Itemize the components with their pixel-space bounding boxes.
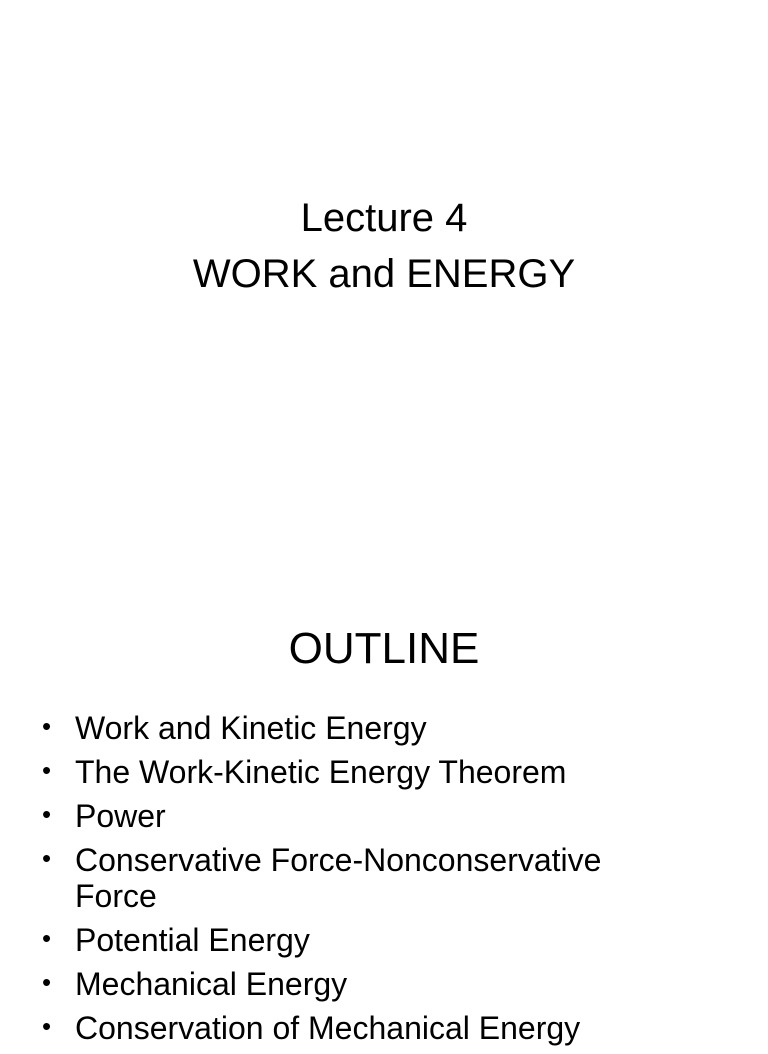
outline-item <box>0 922 768 958</box>
outline-item-text: Conservation of Mechanical Energy <box>75 1010 581 1046</box>
title-slide <box>0 0 768 512</box>
outline-item-text: Conservative Force-Nonconservative Force <box>75 842 602 914</box>
outline-item <box>0 842 768 914</box>
outline-item-text: Work and Kinetic Energy <box>75 710 427 746</box>
outline-heading: OUTLINE <box>288 624 480 673</box>
outline-item-text: Mechanical Energy <box>75 966 348 1002</box>
outline-list <box>0 710 768 1054</box>
bullet-icon: • <box>42 755 52 785</box>
outline-item <box>0 798 768 834</box>
bullet-icon: • <box>42 843 52 873</box>
lecture-number: Lecture 4 <box>300 196 468 240</box>
bullet-icon: • <box>42 923 52 953</box>
bullet-icon: • <box>42 967 52 997</box>
outline-item <box>0 966 768 1002</box>
bullet-icon: • <box>42 711 52 741</box>
outline-slide <box>0 512 768 1046</box>
lecture-topic: WORK and ENERGY <box>192 252 576 296</box>
bullet-icon: • <box>42 799 52 829</box>
outline-item-text: Power <box>75 798 166 834</box>
outline-item-text: Potential Energy <box>75 922 310 958</box>
slide-title <box>0 190 768 302</box>
outline-item <box>0 710 768 746</box>
outline-item <box>0 754 768 790</box>
outline-item-text: The Work-Kinetic Energy Theorem <box>75 754 567 790</box>
bullet-icon: • <box>42 1011 52 1041</box>
outline-item <box>0 1010 768 1046</box>
